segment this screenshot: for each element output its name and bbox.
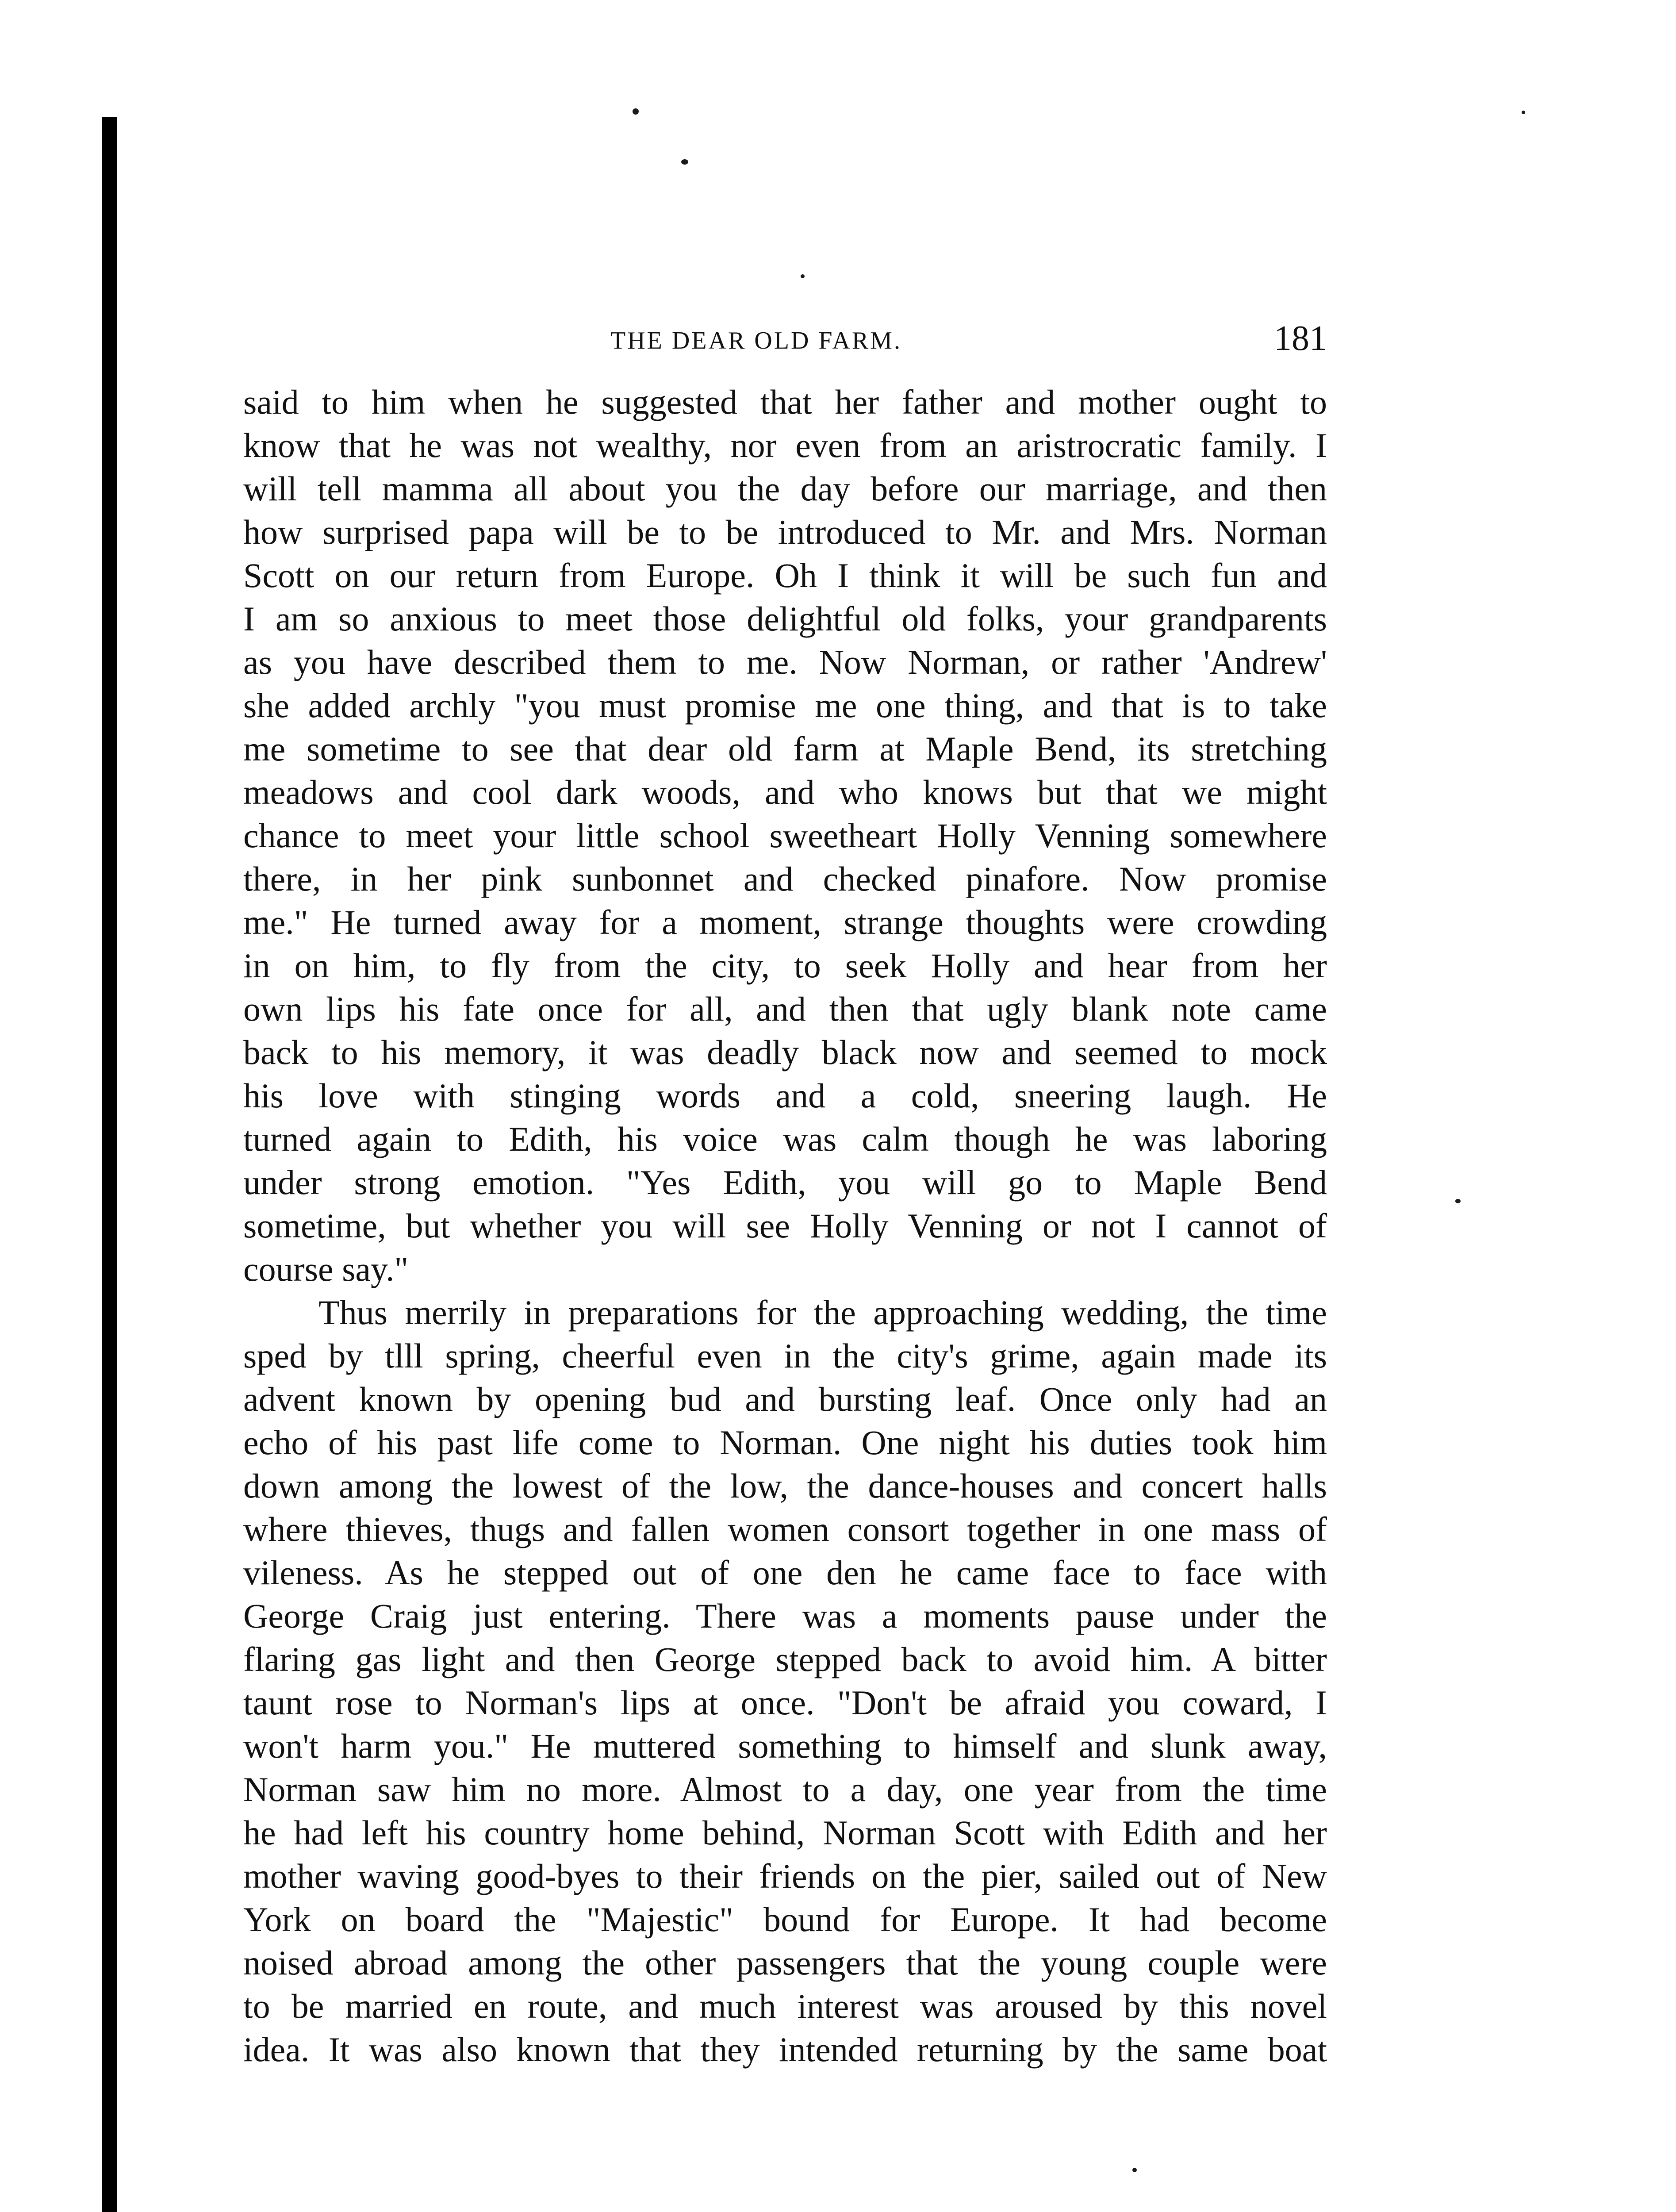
ink-speck [1132,2168,1137,2172]
body-text [243,380,1327,2071]
ink-speck [801,274,805,278]
text-line: his love with stinging words and a cold, sneering laugh. He [243,1076,1327,1115]
text-line: how surprised papa will be to be introduced to Mr. and Mrs. Norman [243,513,1327,551]
text-line: will tell mamma all about you the day before our marriage, and then [243,469,1327,508]
text-line: as you have described them to me. Now Norman, or rather 'Andrew' [243,643,1327,681]
text-line: turned again to Edith, his voice was calm though he was laboring [243,1120,1327,1158]
text-line: course say." [243,1250,409,1288]
text-line: me." He turned away for a moment, strange thoughts were crowding [243,903,1327,941]
running-title: THE DEAR OLD FARM. [610,327,902,354]
text-line: there, in her pink sunbonnet and checked pinafore. Now promise [243,860,1327,898]
text-line: said to him when he suggested that her father and mother ought to [243,383,1327,421]
text-line: I am so anxious to meet those delightful old folks, your grandparents [243,599,1327,638]
ink-speck [1522,111,1525,114]
text-line: vileness. As he stepped out of one den he came face to face with [243,1553,1327,1592]
ink-speck [633,108,639,115]
text-line: advent known by opening bud and bursting leaf. Once only had an [243,1380,1327,1418]
text-line: me sometime to see that dear old farm at Maple Bend, its stretching [243,730,1327,768]
page-header [243,319,1327,358]
text-line: he had left his country home behind, Norman Scott with Edith and her [243,1813,1327,1852]
binding-edge [102,117,117,2212]
text-line: to be married en route, and much interest was aroused by this novel [243,1987,1327,2025]
text-line: sped by tlll spring, cheerful even in the city's grime, again made its [243,1336,1327,1375]
text-line: she added archly "you must promise me one thing, and that is to take [243,686,1327,725]
text-line: sometime, but whether you will see Holly Venning or not I cannot of [243,1206,1327,1245]
text-line: in on him, to fly from the city, to seek Holly and hear from her [243,946,1327,985]
text-line: noised abroad among the other passengers that the young couple were [243,1943,1327,1982]
text-line: chance to meet your little school sweetheart Holly Venning somewhere [243,816,1327,855]
page-number: 181 [1274,319,1327,358]
text-line: back to his memory, it was deadly black now and seemed to mock [243,1033,1327,1071]
text-line: idea. It was also known that they intended returning by the same boat [243,2030,1327,2069]
ink-speck [1455,1199,1461,1203]
ink-speck [681,159,688,165]
text-line: under strong emotion. "Yes Edith, you will go to Maple Bend [243,1163,1327,1202]
text-line: mother waving good-byes to their friends on the pier, sailed out of New [243,1857,1327,1895]
text-line: meadows and cool dark woods, and who knows but that we might [243,773,1327,811]
text-line: flaring gas light and then George stepped back to avoid him. A bitter [243,1640,1327,1678]
text-line: own lips his fate once for all, and then that ugly blank note came [243,990,1327,1028]
text-line: echo of his past life come to Norman. One night his duties took him [243,1423,1327,1462]
text-line: Thus merrily in preparations for the approaching wedding, the time [318,1293,1327,1332]
text-line: York on board the "Majestic" bound for Europe. It had become [243,1900,1327,1939]
text-line: down among the lowest of the low, the dance-houses and concert halls [243,1467,1327,1505]
text-line: Norman saw him no more. Almost to a day, one year from the time [243,1770,1327,1809]
text-line: won't harm you." He muttered something to himself and slunk away, [243,1727,1327,1765]
text-line: Scott on our return from Europe. Oh I think it will be such fun and [243,556,1327,595]
text-line: know that he was not wealthy, nor even from an aristrocratic family. I [243,426,1327,465]
text-line: taunt rose to Norman's lips at once. "Don't be afraid you coward, I [243,1683,1327,1722]
text-line: where thieves, thugs and fallen women consort together in one mass of [243,1510,1327,1548]
text-line: George Craig just entering. There was a moments pause under the [243,1597,1327,1635]
